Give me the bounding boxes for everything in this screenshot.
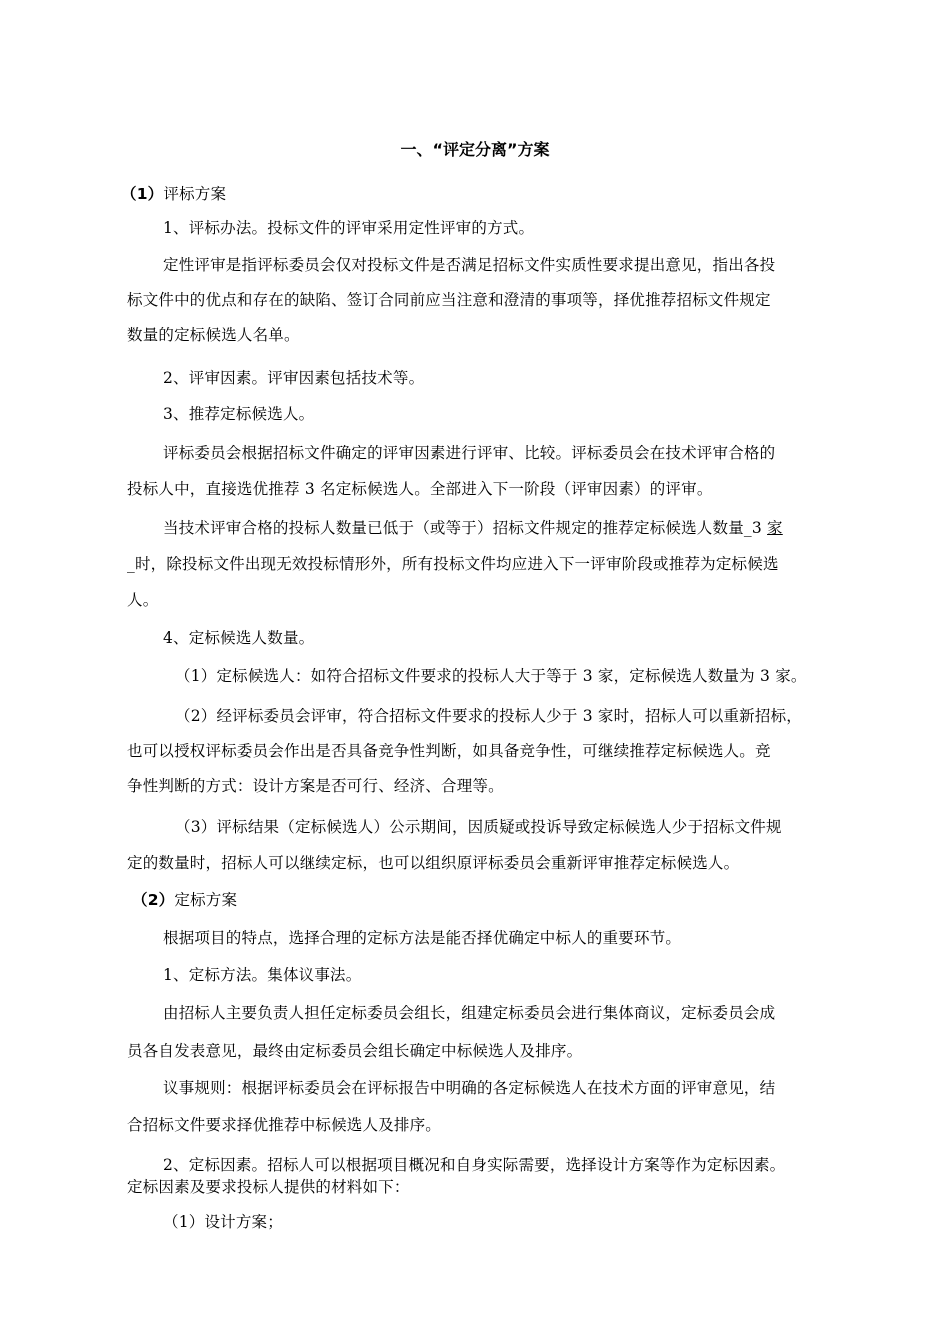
section-number: （2） bbox=[132, 891, 175, 909]
paragraph-line: 定性评审是指评标委员会仅对投标文件是否满足招标文件实质性要求提出意见，指出各投 bbox=[163, 256, 776, 274]
paragraph-line: 4、定标候选人数量。 bbox=[163, 629, 315, 647]
paragraph-line: 由招标人主要负责人担任定标委员会组长，组建定标委员会进行集体商议，定标委员会成 bbox=[163, 1004, 776, 1022]
paragraph-line: 3、推荐定标候选人。 bbox=[163, 405, 315, 423]
paragraph-line: 数量的定标候选人名单。 bbox=[127, 326, 300, 344]
paragraph-line: 2、评审因素。评审因素包括技术等。 bbox=[163, 369, 425, 387]
paragraph-line: （2）经评标委员会评审，符合招标文件要求的投标人少于 3 家时，招标人可以重新招标， bbox=[175, 707, 802, 725]
paragraph-line: _时，除投标文件出现无效投标情形外，所有投标文件均应进入下一评审阶段或推荐为定标候选 bbox=[127, 555, 779, 573]
paragraph-line: 投标人中，直接选优推荐 3 名定标候选人。全部进入下一阶段（评审因素）的评审。 bbox=[127, 480, 713, 498]
paragraph-line: 评标委员会根据招标文件确定的评审因素进行评审、比较。评标委员会在技术评审合格的 bbox=[163, 444, 776, 462]
paragraph-line bbox=[163, 518, 783, 538]
paragraph-line: 也可以授权评标委员会作出是否具备竞争性判断，如具备竞争性，可继续推荐定标候选人。竞 bbox=[127, 742, 771, 760]
section-label: 评标方案 bbox=[163, 185, 227, 203]
paragraph-line: 定的数量时，招标人可以继续定标，也可以组织原评标委员会重新评审推荐定标候选人。 bbox=[127, 854, 740, 872]
paragraph-line: 根据项目的特点，选择合理的定标方法是能否择优确定中标人的重要环节。 bbox=[163, 929, 682, 947]
paragraph-line: 标文件中的优点和存在的缺陷、签订合同前应当注意和澄清的事项等，择优推荐招标文件规定 bbox=[127, 291, 771, 309]
underlined-text: 家 bbox=[767, 519, 783, 537]
paragraph-line: 2、定标因素。招标人可以根据项目概况和自身实际需要，选择设计方案等作为定标因素。 bbox=[163, 1156, 786, 1174]
paragraph-line: 1、定标方法。集体议事法。 bbox=[163, 966, 362, 984]
paragraph-line: 人。 bbox=[127, 591, 159, 609]
paragraph-line: 员各自发表意见，最终由定标委员会组长确定中标候选人及排序。 bbox=[127, 1042, 583, 1060]
paragraph-line: （1）设计方案； bbox=[163, 1213, 283, 1231]
page-title: 一、“评定分离”方案 bbox=[400, 140, 550, 159]
section-heading-bid-evaluation bbox=[121, 184, 226, 204]
paragraph-line: 合招标文件要求择优推荐中标候选人及排序。 bbox=[127, 1116, 442, 1134]
paragraph-line: 1、评标办法。投标文件的评审采用定性评审的方式。 bbox=[163, 219, 535, 237]
text-run: 当技术评审合格的投标人数量已低于（或等于）招标文件规定的推荐定标候选人数量_3 bbox=[163, 519, 768, 537]
paragraph-line: 争性判断的方式：设计方案是否可行、经济、合理等。 bbox=[127, 777, 504, 795]
paragraph-line: （3）评标结果（定标候选人）公示期间，因质疑或投诉导致定标候选人少于招标文件规 bbox=[175, 818, 782, 836]
section-label: 定标方案 bbox=[174, 891, 238, 909]
paragraph-line: 定标因素及要求投标人提供的材料如下： bbox=[127, 1178, 410, 1196]
section-number: （1） bbox=[121, 185, 164, 203]
paragraph-line: （1）定标候选人：如符合招标文件要求的投标人大于等于 3 家，定标候选人数量为 3 家。 bbox=[175, 667, 807, 685]
paragraph-line: 议事规则：根据评标委员会在评标报告中明确的各定标候选人在技术方面的评审意见，结 bbox=[163, 1079, 776, 1097]
section-heading-award-decision bbox=[132, 890, 237, 910]
